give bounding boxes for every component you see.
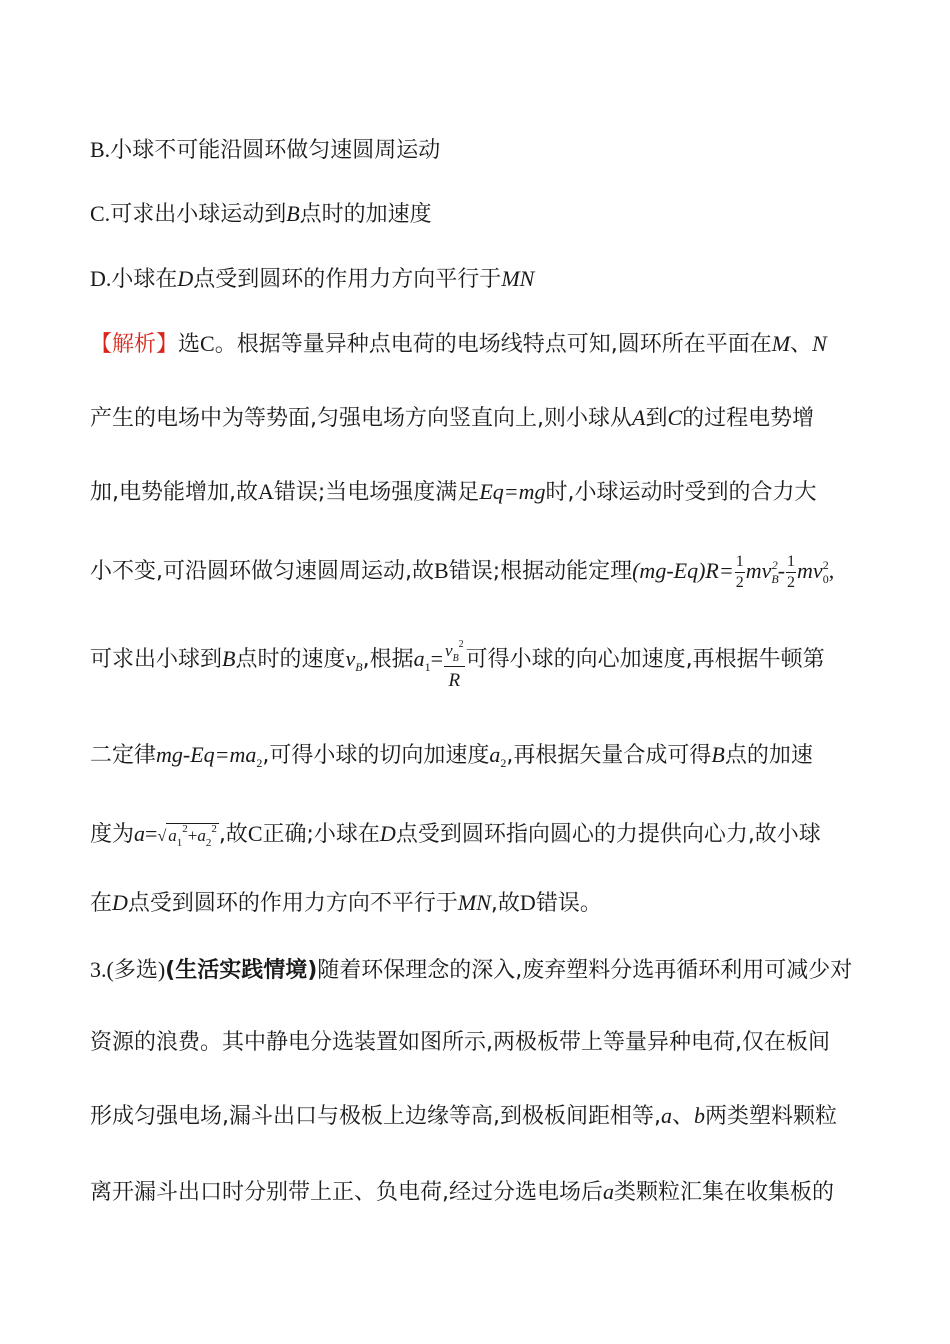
- analysis-line-5: 可求出小球到B点时的速度$v_B$,根据$a_1=$ $\frac{v_B^2}{R}$ 可得小球的向心加速度,再根据牛顿第: [90, 639, 825, 691]
- fraction-half-1: $\frac{1}{2}$: [735, 552, 744, 591]
- analysis-line-3: 加,电势能增加,故A错误;当电场强度满足Eq=mg时,小球运动时受到的合力大: [90, 479, 817, 505]
- option-c: C.可求出小球运动到B点时的加速度: [90, 201, 432, 227]
- fraction-vb2-over-r: $\frac{v_B^2}{R}$: [445, 639, 464, 691]
- question-3-line-4: 离开漏斗出口时分别带上正、负电荷,经过分选电场后a类颗粒汇集在收集板的: [90, 1179, 835, 1205]
- analysis-line-6: 二定律$mg-Eq=ma_2$,可得小球的切向加速度$a_2$,再根据矢量合成可得B点的加速: [90, 742, 813, 770]
- fraction-half-2: $\frac{1}{2}$: [787, 552, 796, 591]
- question-3-line-1: 3.(多选)(生活实践情境)随着环保理念的深入,废弃塑料分选再循环利用可减少对: [90, 957, 853, 983]
- analysis-tag: 【解析】: [90, 332, 179, 357]
- analysis-line-2: 产生的电场中为等势面,匀强电场方向竖直向上,则小球从A到C的过程电势增: [90, 405, 815, 431]
- option-b: B.小球不可能沿圆环做匀速圆周运动: [90, 137, 441, 163]
- analysis-line-8: 在D点受到圆环的作用力方向不平行于MN,故D错误。: [90, 890, 602, 916]
- analysis-line-4: 小不变,可沿圆环做匀速圆周运动,故B错误;根据动能定理(mg-Eq)R= $\frac{1}{2}$ $mv_B^2-$ $\frac{1}{2}$ $mv_0^2$,: [90, 552, 835, 591]
- analysis-line-1: 【解析】选C。根据等量异种点电荷的电场线特点可知,圆环所在平面在M、N: [90, 331, 827, 357]
- context-tag: (生活实践情境): [165, 958, 318, 983]
- question-3-line-3: 形成匀强电场,漏斗出口与极板上边缘等高,到极板间距相等,a、b两类塑料颗粒: [90, 1103, 838, 1129]
- analysis-line-7: 度为a=√ $a_1^2+a_2^2$,故C正确;小球在D点受到圆环指向圆心的力提供向心力,故小球: [90, 821, 821, 849]
- question-3-line-2: 资源的浪费。其中静电分选装置如图所示,两极板带上等量异种电荷,仅在板间: [90, 1030, 830, 1055]
- question-number: 3.(多选): [90, 957, 166, 982]
- sqrt-expression: √ $a_1^2+a_2^2$: [157, 823, 217, 849]
- option-d: D.小球在D点受到圆环的作用力方向平行于MN: [90, 266, 535, 292]
